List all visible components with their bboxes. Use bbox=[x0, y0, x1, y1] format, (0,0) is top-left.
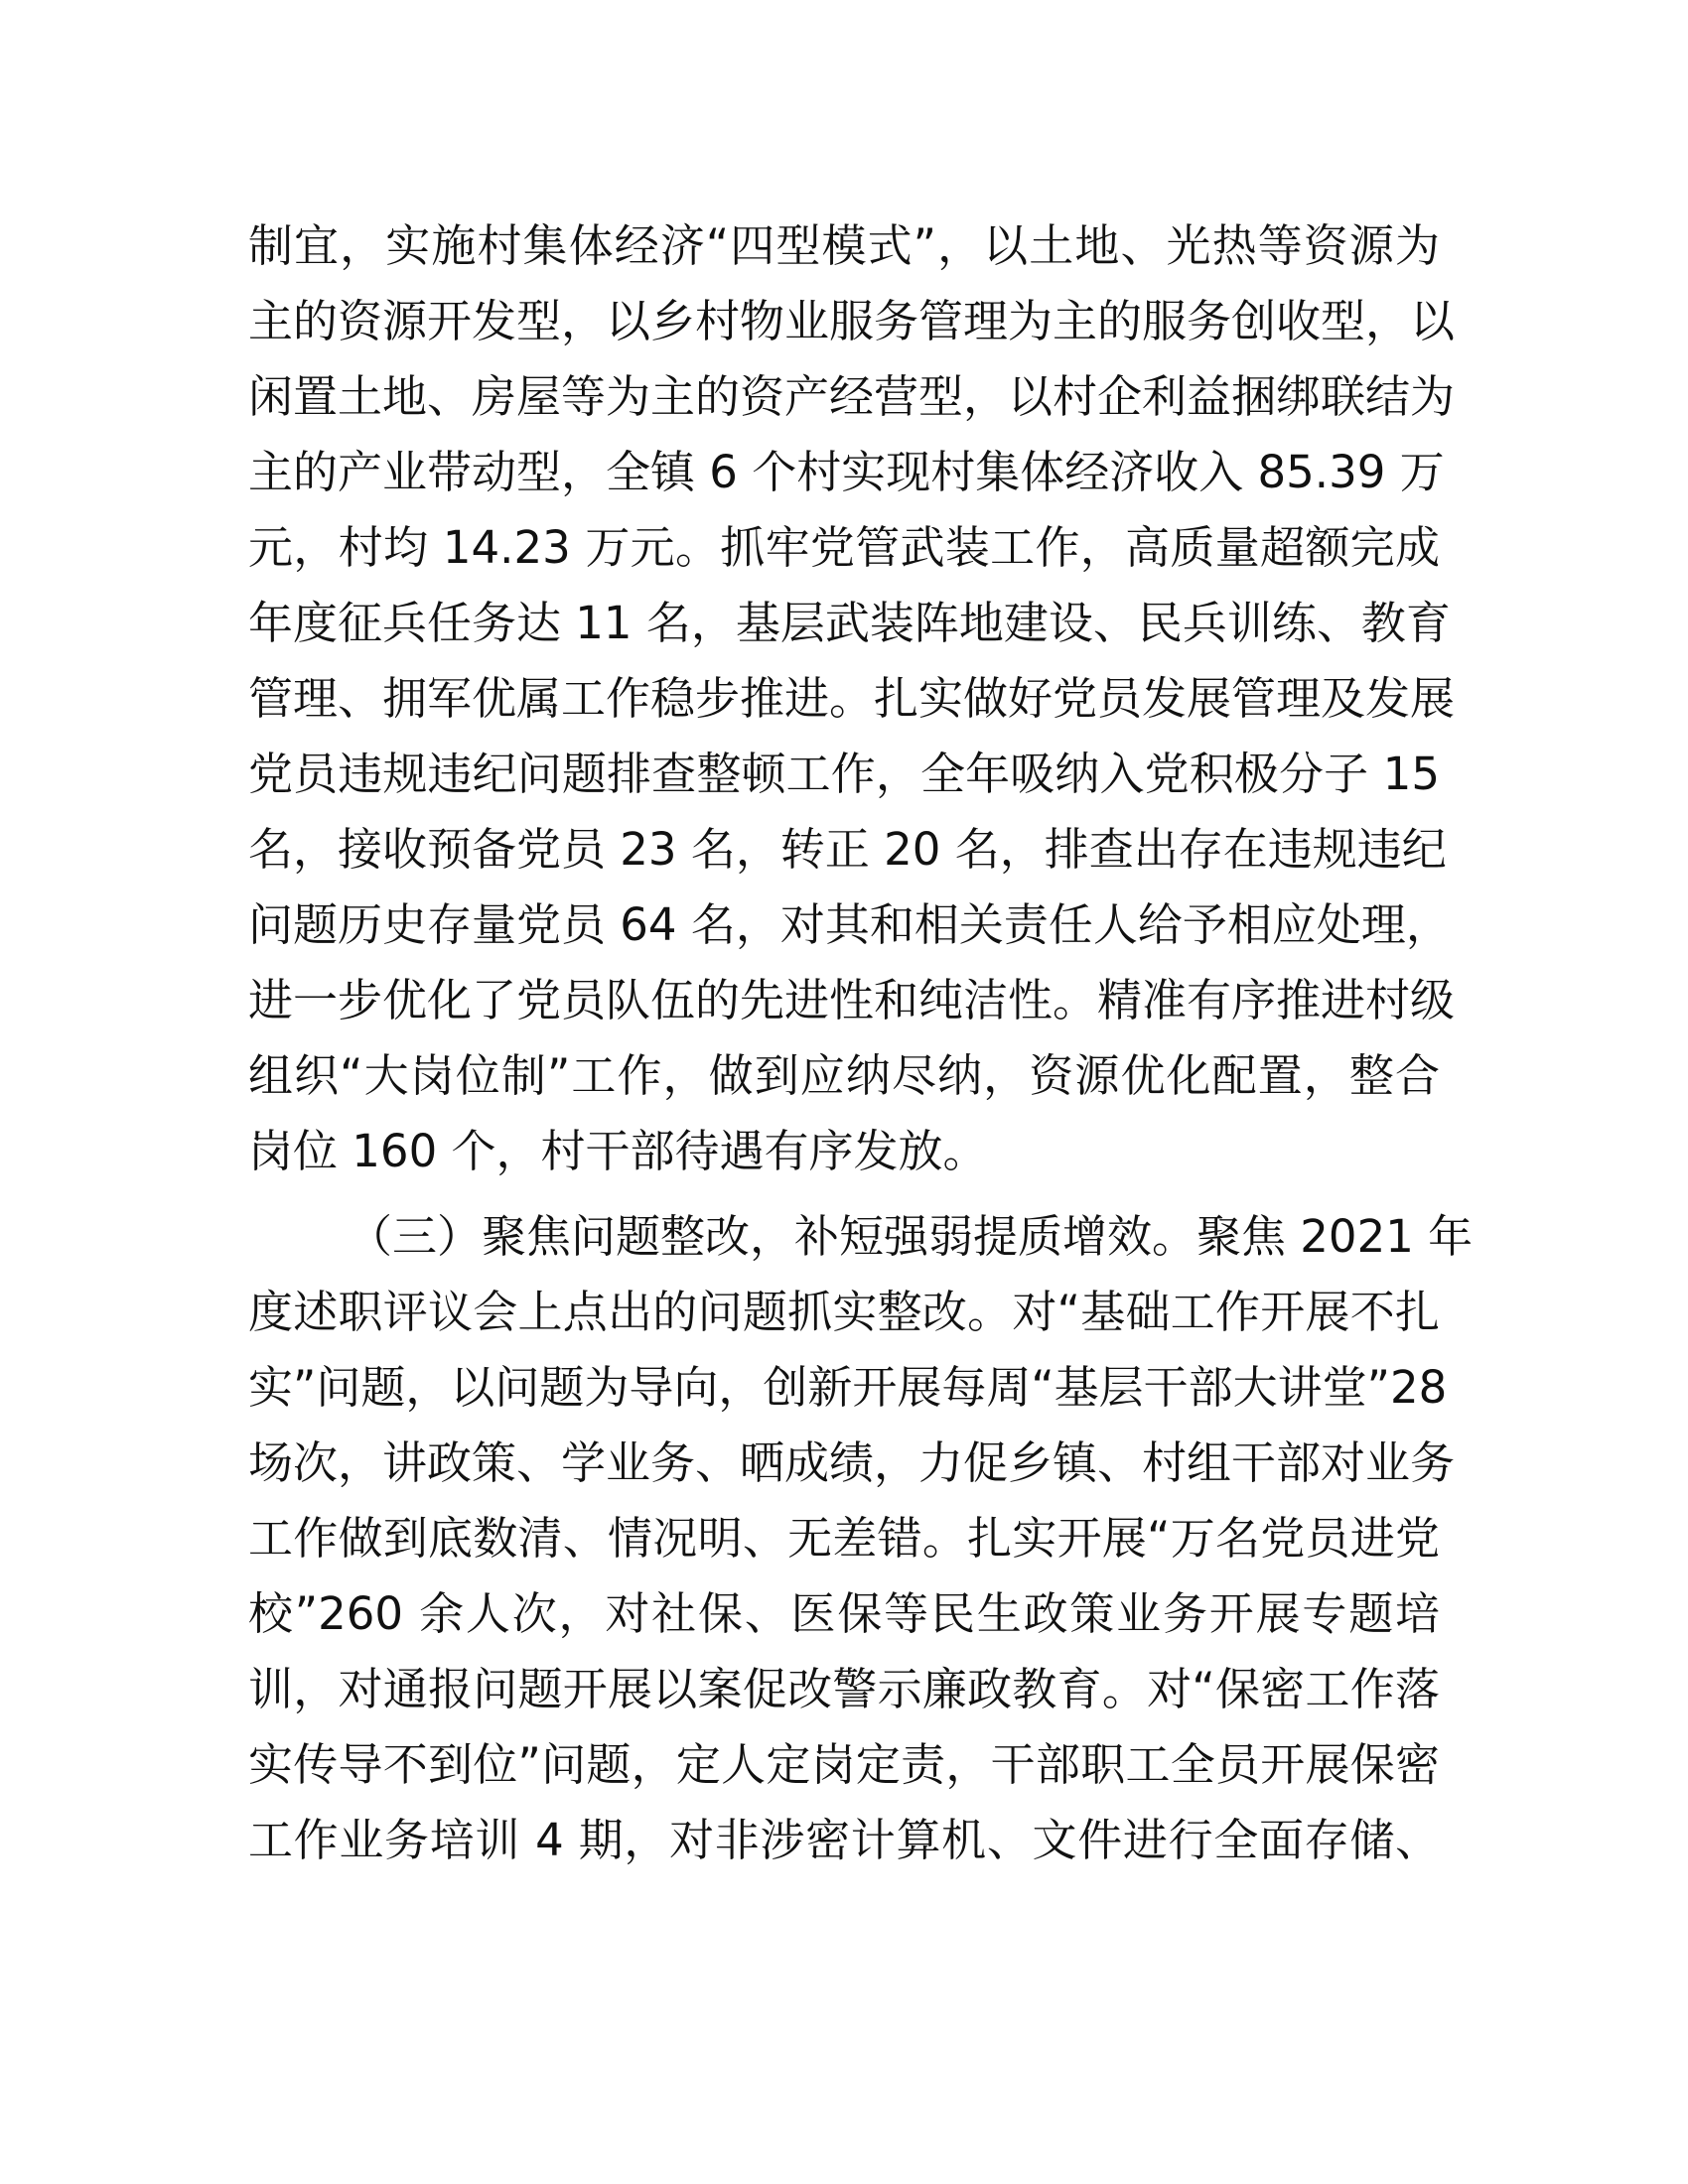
text-line: 实”问题，以问题为导向，创新开展每周“基层干部大讲堂”28 bbox=[248, 1361, 1448, 1414]
paragraph-spacer bbox=[248, 1189, 1440, 1199]
paragraph-2 bbox=[248, 1199, 1474, 1878]
text-line: 管理、拥军优属工作稳步推进。扎实做好党员发展管理及发展 bbox=[248, 672, 1456, 725]
text-line: 实传导不到位”问题，定人定岗定责，干部职工全员开展保密 bbox=[248, 1738, 1440, 1791]
text-line: 问题历史存量党员 64 名，对其和相关责任人给予相应处理， bbox=[248, 898, 1451, 951]
document-body bbox=[248, 208, 1474, 1878]
text-line: 工作做到底数清、情况明、无差错。扎实开展“万名党员进党 bbox=[248, 1512, 1440, 1565]
text-line: 工作业务培训 4 期，对非涉密计算机、文件进行全面存储、 bbox=[248, 1814, 1440, 1866]
text-line: 组织“大岗位制”工作，做到应纳尽纳，资源优化配置，整合 bbox=[248, 1049, 1440, 1102]
text-line: 闲置土地、房屋等为主的资产经营型，以村企利益捆绑联结为 bbox=[248, 370, 1456, 423]
text-line: 主的资源开发型，以乡村物业服务管理为主的服务创收型，以 bbox=[248, 295, 1456, 347]
paragraph-1 bbox=[248, 208, 1456, 1189]
text-line: 名，接收预备党员 23 名，转正 20 名，排查出存在违规违纪 bbox=[248, 823, 1447, 876]
text-line: 制宜，实施村集体经济“四型模式”，以土地、光热等资源为 bbox=[248, 219, 1440, 272]
text-line: 训，对通报问题开展以案促改警示廉政教育。对“保密工作落 bbox=[248, 1663, 1440, 1715]
text-line: 校”260 余人次，对社保、医保等民生政策业务开展专题培 bbox=[248, 1587, 1440, 1640]
text-line: 主的产业带动型，全镇 6 个村实现村集体经济收入 85.39 万 bbox=[248, 446, 1445, 498]
text-line: 年度征兵任务达 11 名，基层武装阵地建设、民兵训练、教育 bbox=[248, 597, 1451, 649]
text-line: 进一步优化了党员队伍的先进性和纯洁性。精准有序推进村级 bbox=[248, 974, 1456, 1026]
text-line: 场次，讲政策、学业务、晒成绩，力促乡镇、村组干部对业务 bbox=[248, 1436, 1456, 1489]
text-line: 党员违规违纪问题排查整顿工作，全年吸纳入党积极分子 15 bbox=[248, 748, 1440, 800]
text-line: （三）聚焦问题整改，补短强弱提质增效。聚焦 2021 年 bbox=[348, 1210, 1474, 1263]
text-line: 岗位 160 个，村干部待遇有序发放。 bbox=[248, 1125, 988, 1177]
text-line: 元，村均 14.23 万元。抓牢党管武装工作，高质量超额完成 bbox=[248, 521, 1440, 574]
text-line: 度述职评议会上点出的问题抓实整改。对“基础工作开展不扎 bbox=[248, 1286, 1440, 1338]
